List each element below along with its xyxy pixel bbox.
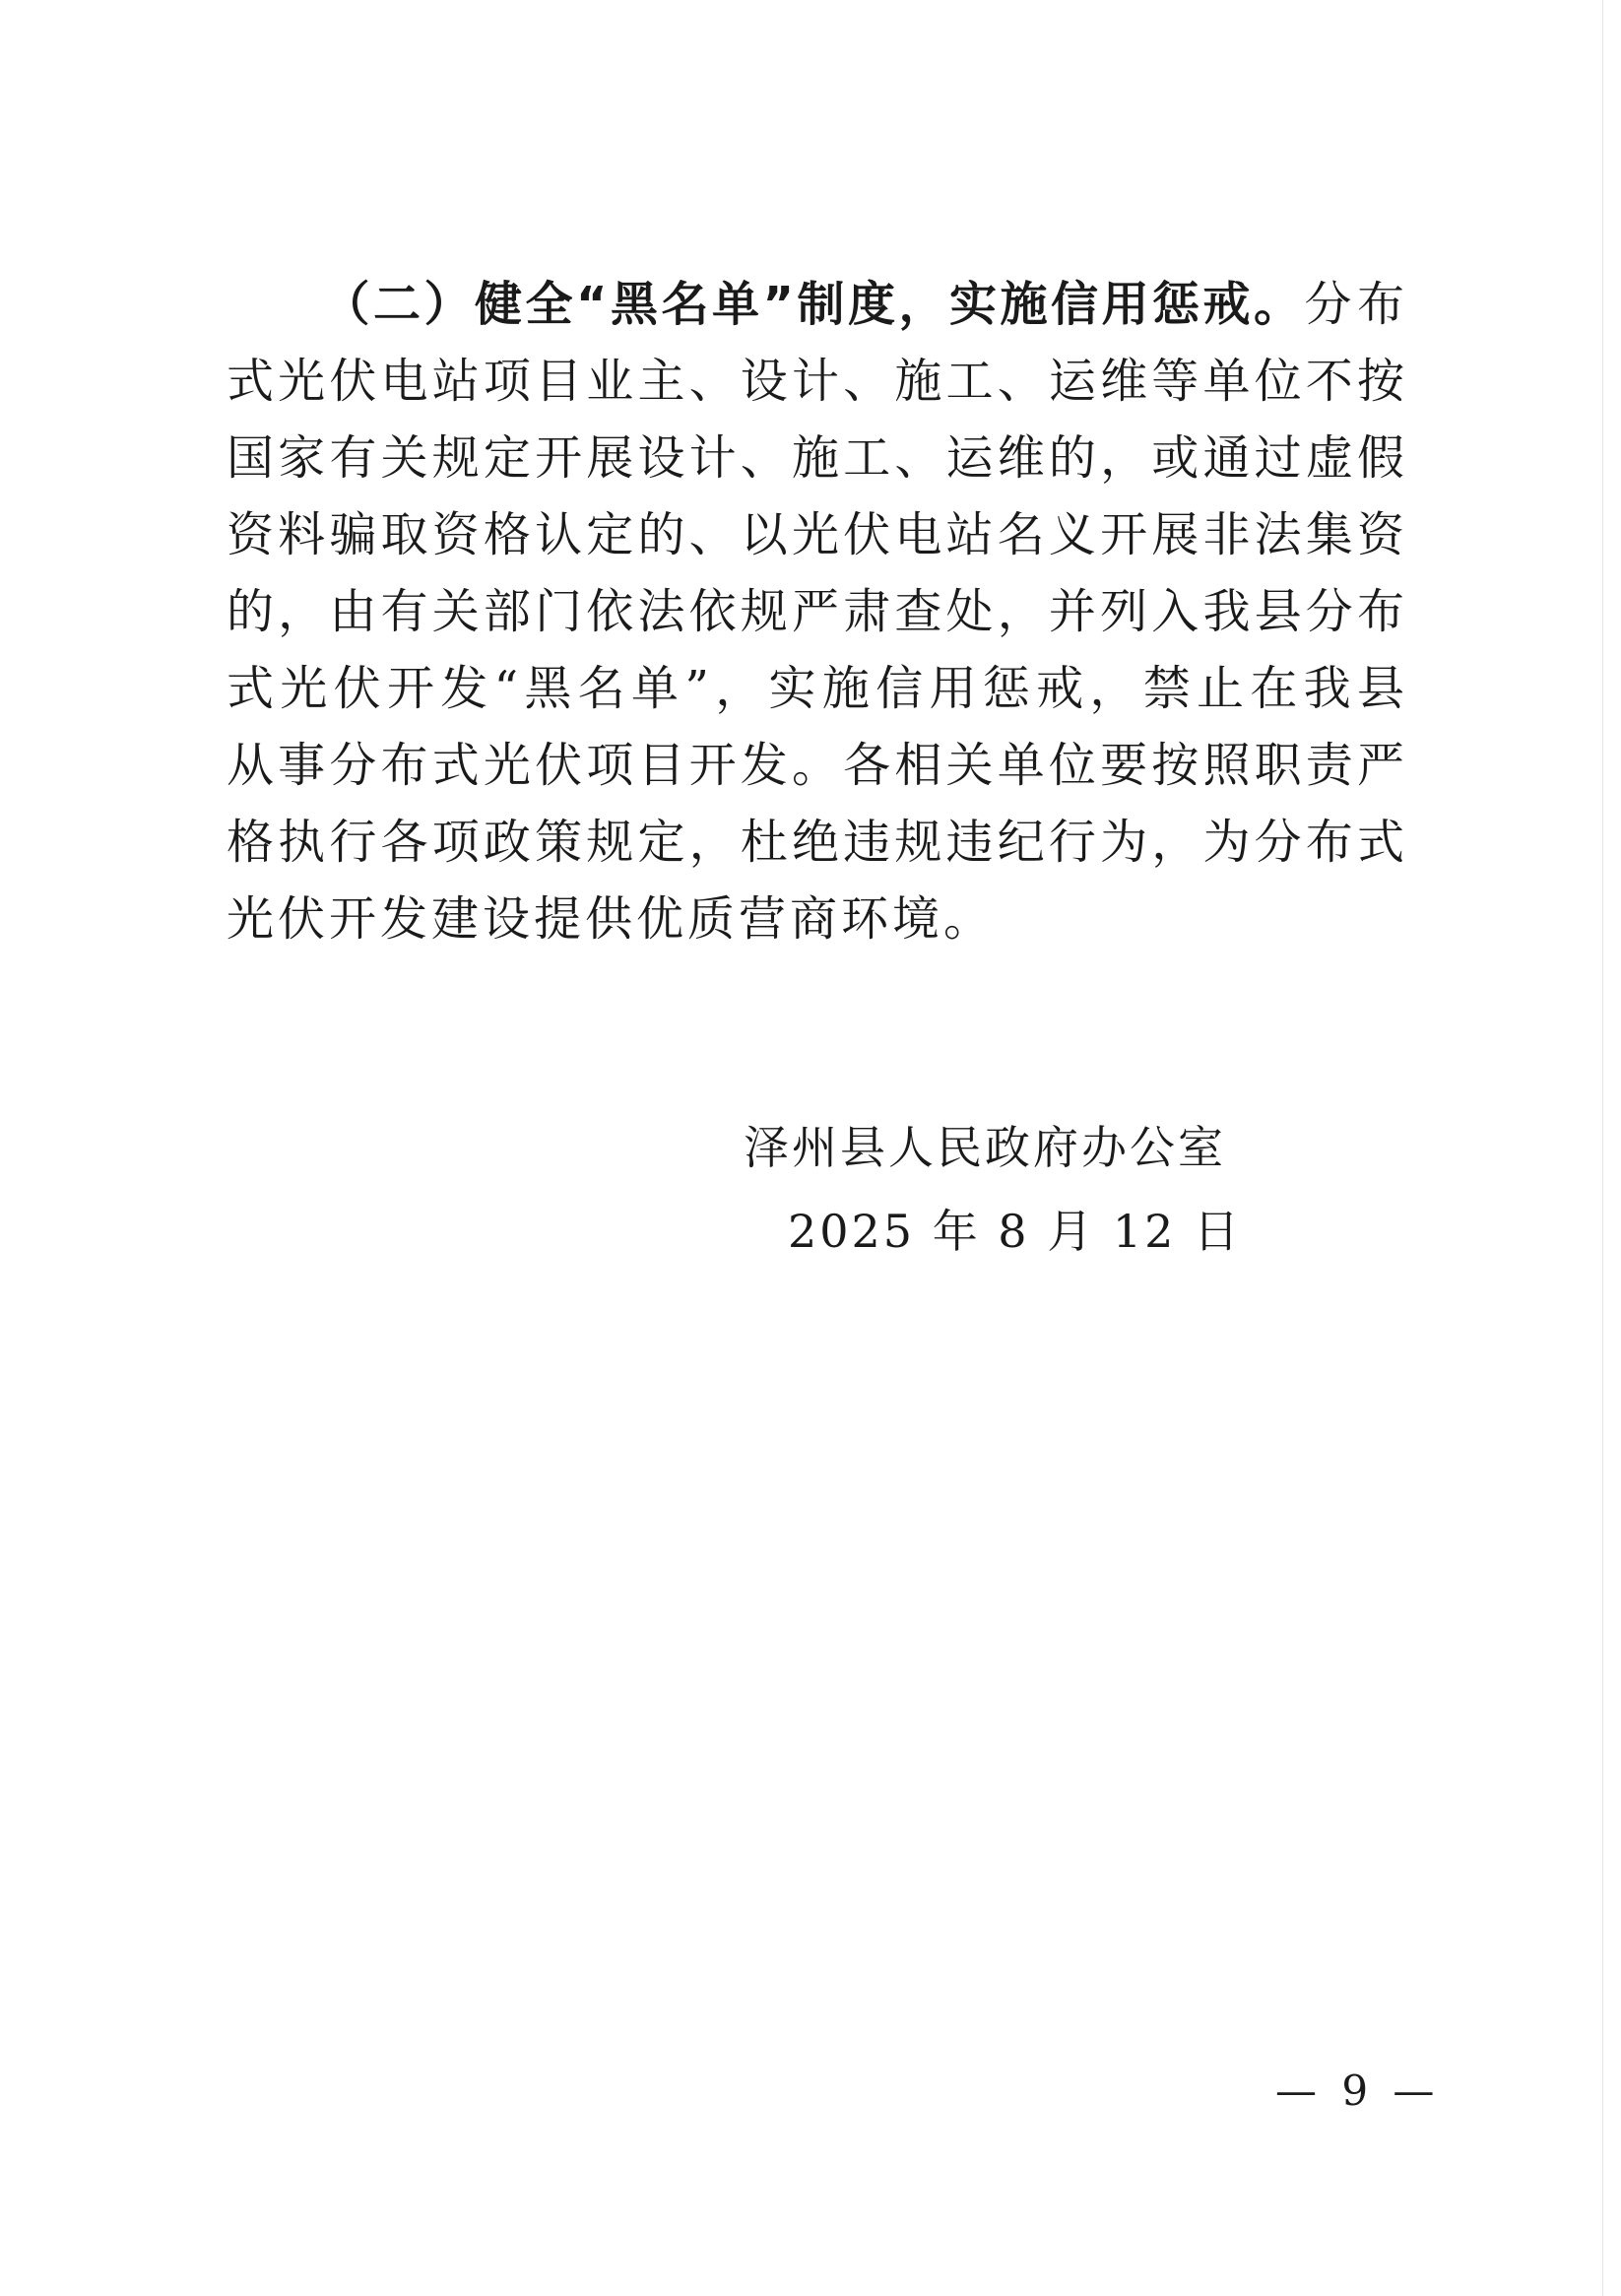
body-paragraph xyxy=(227,266,1408,957)
section-heading: （二）健全“黑名单”制度，实施信用惩戒。 xyxy=(321,277,1305,332)
issuer-signature: 泽州县人民政府办公室 xyxy=(744,1121,1226,1174)
page-edge-line xyxy=(1602,0,1603,2296)
page-number: — 9 — xyxy=(1275,2066,1441,2115)
section-body: 分布式光伏电站项目业主、设计、施工、运维等单位不按国家有关规定开展设计、施工、运维的，或通过虚假资料骗取资格认定的、以光伏电站名义开展非法集资的，由有关部门依法依规严肃查处，并列入我县分布式光伏开发“黑名单”，实施信用惩戒，禁止在我县从事分布式光伏项目开发。各相关单位要按照职责严格执行各项政策规定，杜绝违规违纪行为，为分布式光伏开发建设提供优质营商环境。 xyxy=(227,277,1408,947)
issue-date: 2025 年 8 月 12 日 xyxy=(788,1205,1242,1258)
